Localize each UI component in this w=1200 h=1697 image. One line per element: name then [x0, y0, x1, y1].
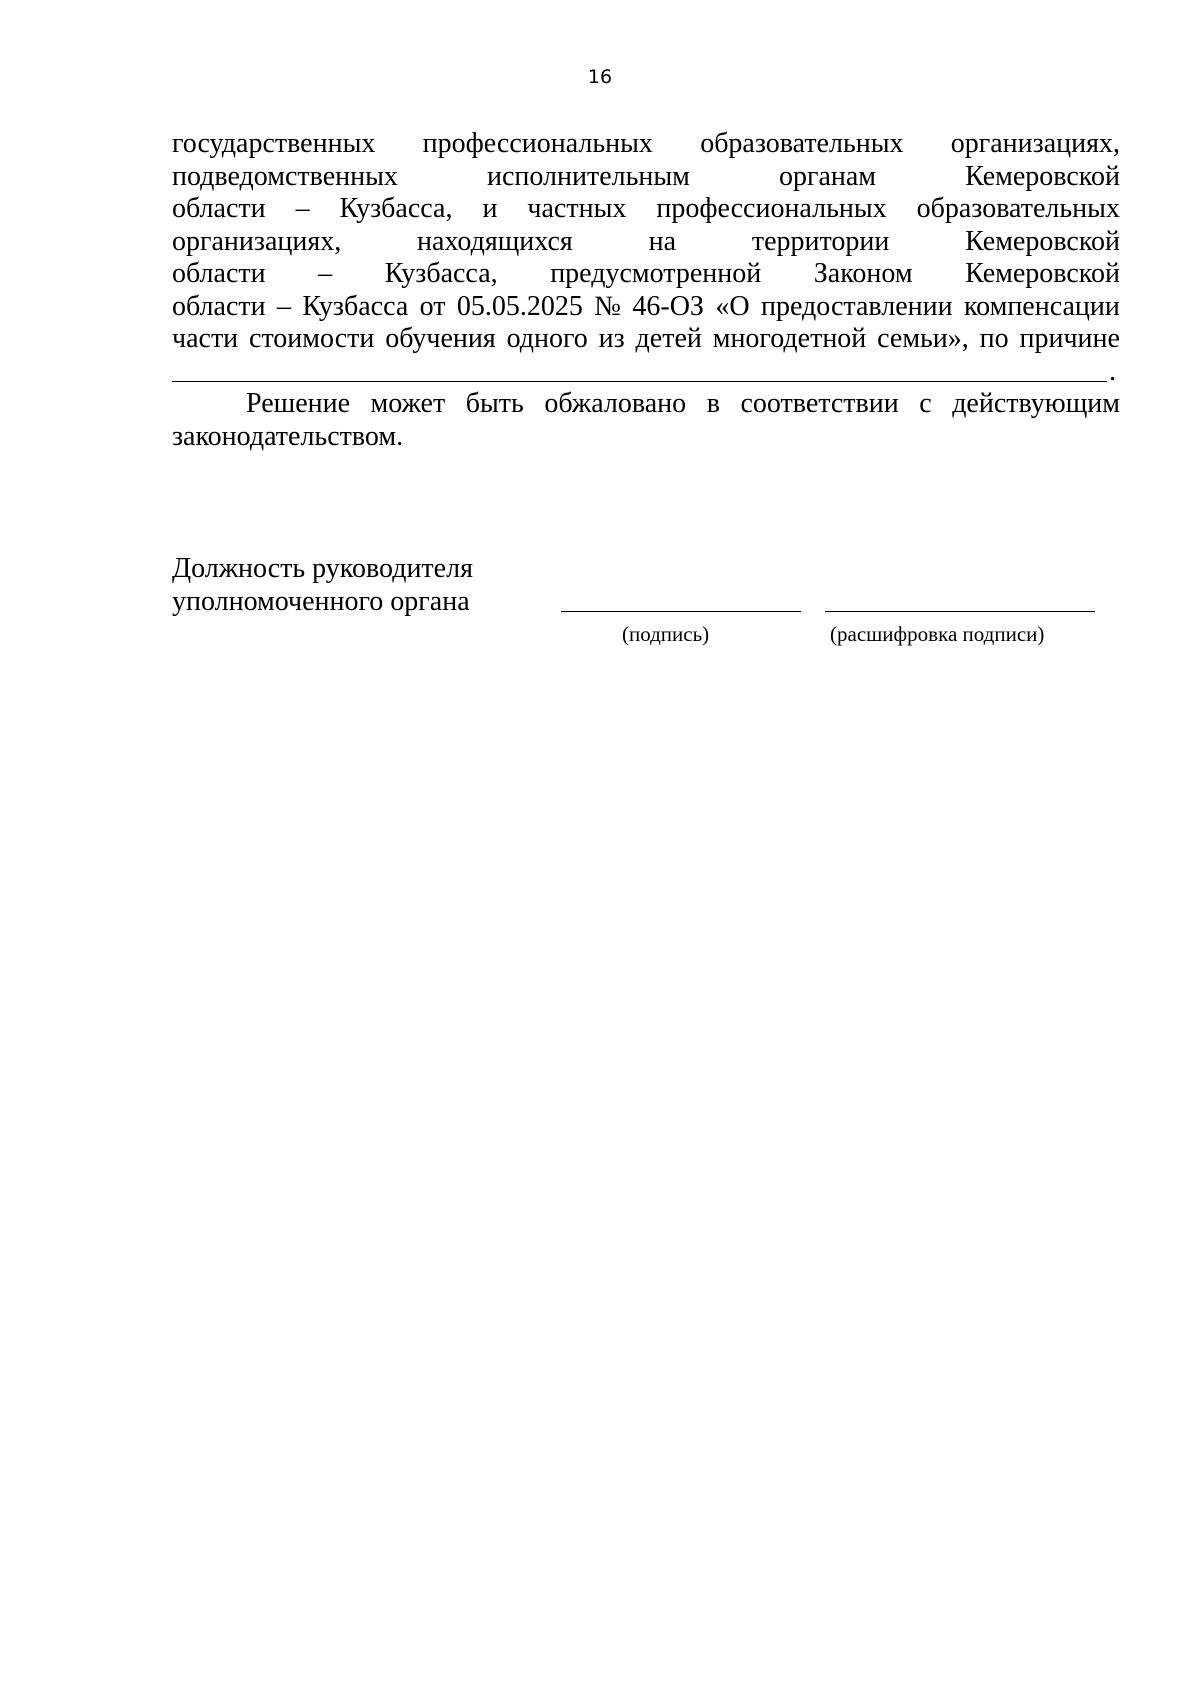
text-line [172, 323, 1120, 356]
paragraph-appeal [172, 388, 1120, 453]
text-line [172, 128, 1120, 161]
word: Кузбасса [302, 290, 409, 322]
signature-decode-line [825, 611, 1095, 612]
word: и [482, 193, 498, 224]
signature-line [561, 611, 801, 612]
appeal-line-2: законодательством. [172, 420, 404, 452]
word: профессиональных [656, 193, 887, 224]
appeal-line-1 [172, 388, 1120, 421]
word: исполнительным [487, 160, 690, 192]
word: соответствии [740, 388, 899, 419]
word: подведомственных [172, 160, 398, 192]
reason-fill-rule [172, 381, 1107, 382]
word: в [706, 388, 720, 419]
word: Кузбасса, [384, 258, 498, 289]
word: обжаловано [544, 388, 687, 419]
word: 05.05.2025 [456, 290, 583, 322]
word: территории [751, 225, 890, 257]
word: предусмотренной [550, 258, 762, 289]
word: компенсации [963, 290, 1120, 322]
word: частных [527, 193, 627, 224]
word: от [419, 290, 446, 322]
position-line-2: уполномоченного органа [172, 585, 470, 617]
word: организациях, [172, 225, 342, 257]
text-line [172, 291, 1120, 324]
word: 46-ОЗ [632, 290, 704, 322]
word: находящихся [417, 225, 573, 257]
word: образовательных [700, 128, 904, 159]
word: органам [778, 160, 877, 192]
word: с [919, 388, 932, 419]
paragraph-decision-reason [172, 128, 1120, 356]
word: области [172, 290, 266, 322]
word: № [594, 290, 622, 322]
word: стоимости [249, 323, 375, 354]
word: государственных [172, 128, 376, 159]
word: Кемеровской [965, 225, 1120, 257]
word: части [172, 323, 239, 354]
word: на [648, 225, 677, 257]
text-line [172, 161, 1120, 194]
word: может [370, 388, 446, 419]
word: причине [1019, 323, 1120, 354]
word: многодетной [712, 323, 867, 354]
word: – [318, 258, 333, 289]
signature-block [172, 553, 1120, 646]
word: детей [635, 323, 702, 354]
position-line-1: Должность руководителя [172, 553, 473, 584]
text-line [172, 258, 1120, 291]
reason-blank-line [172, 356, 1120, 389]
word: – [276, 290, 291, 322]
word: обучения [385, 323, 496, 354]
word: семьи», [877, 323, 969, 354]
word: по [979, 323, 1009, 354]
document-body [172, 128, 1120, 453]
word: – [295, 193, 310, 224]
signature-decode-caption: (расшифровка подписи) [830, 622, 1045, 646]
page-number: 16 [587, 66, 613, 88]
reason-end-period: . [1109, 355, 1116, 387]
word: образовательных [916, 193, 1120, 224]
word: из [598, 323, 625, 354]
word: области [172, 258, 266, 289]
word: Кемеровской [965, 258, 1120, 289]
word: организациях, [950, 128, 1120, 159]
word: «О [715, 290, 750, 322]
text-line [172, 226, 1120, 259]
text-line [172, 193, 1120, 226]
word: Кемеровской [965, 160, 1120, 192]
word: Законом [813, 258, 913, 289]
official-position [172, 553, 1120, 618]
word: предоставлении [760, 290, 953, 322]
word: профессиональных [422, 128, 653, 159]
word: Решение [246, 388, 351, 419]
word: Кузбасса, [339, 193, 453, 224]
signature-caption: (подпись) [622, 622, 710, 646]
word: быть [465, 388, 524, 419]
word: области [172, 193, 266, 224]
word: одного [506, 323, 588, 354]
word: действующим [952, 388, 1120, 419]
